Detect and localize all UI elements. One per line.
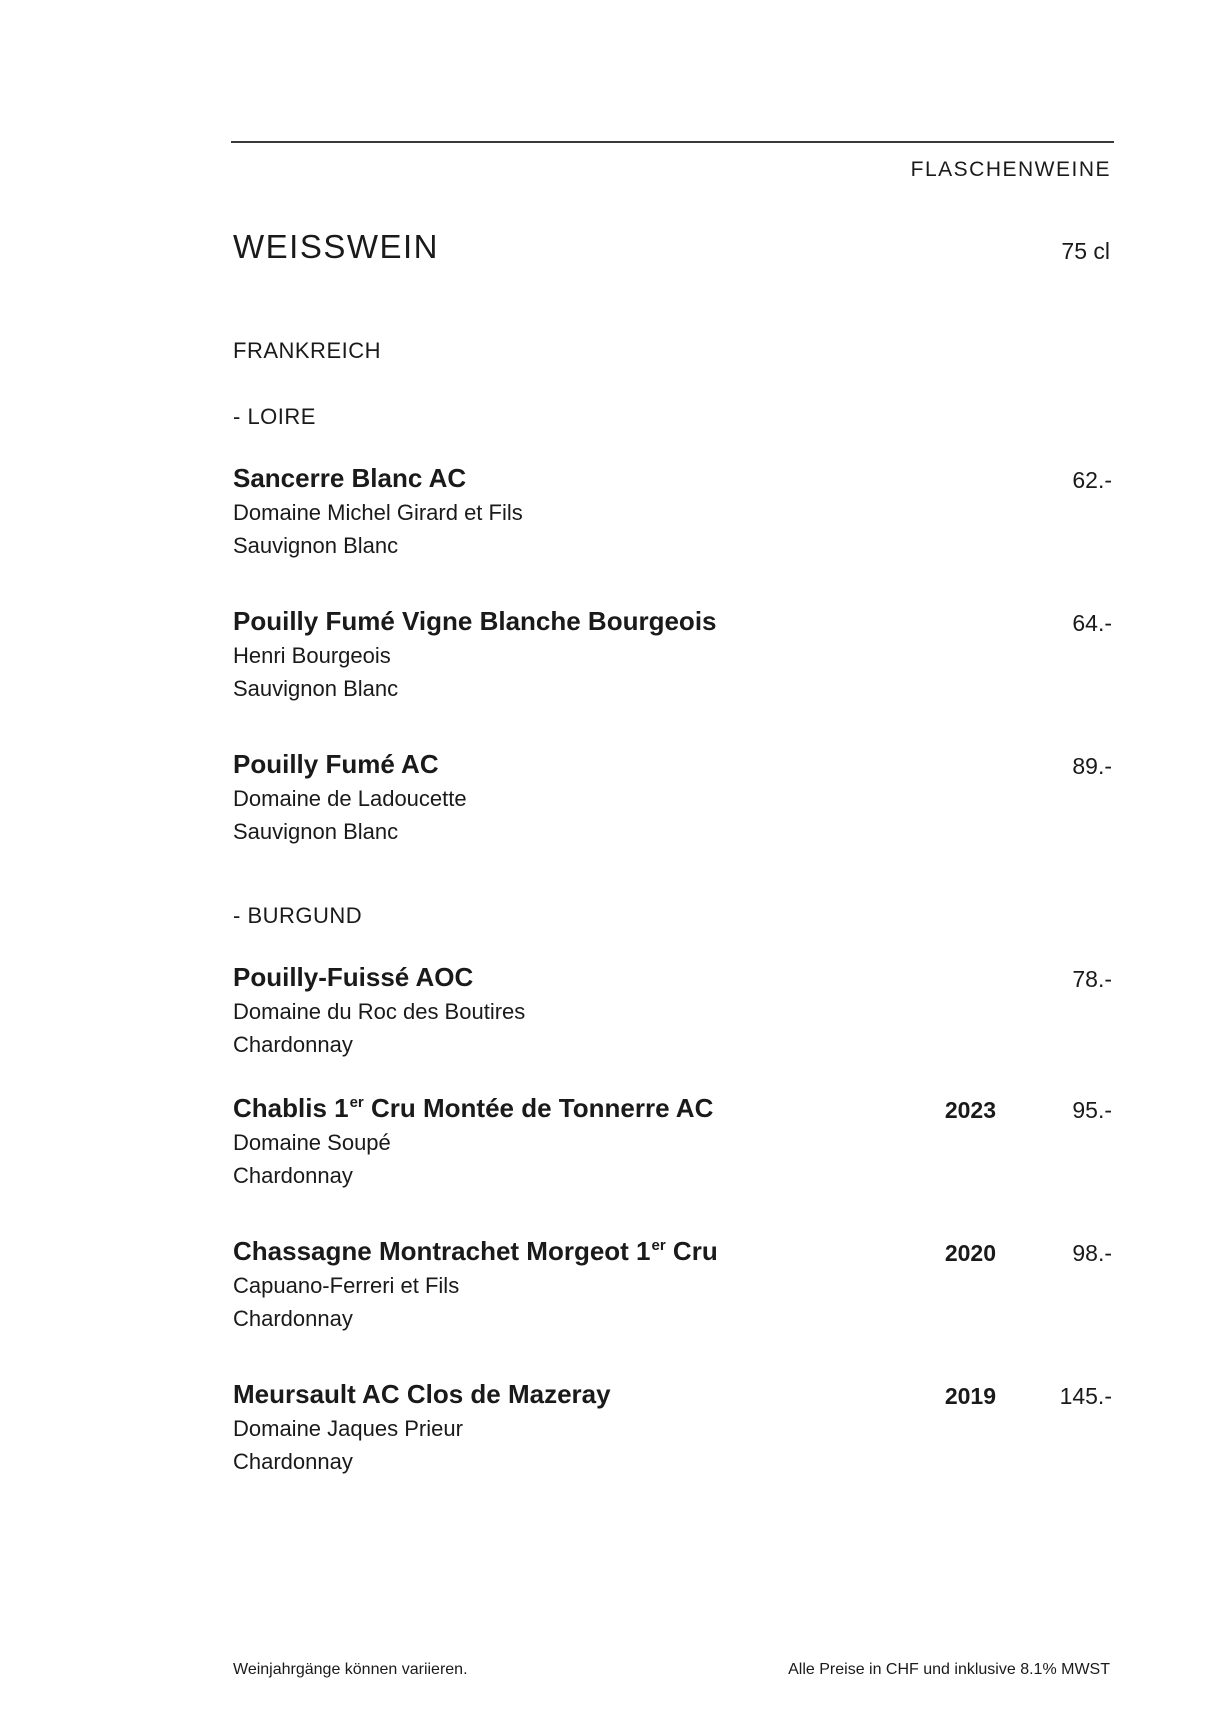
- header-rule: [231, 141, 1114, 143]
- wine-name-superscript: er: [651, 1237, 666, 1254]
- bottle-size-label: 75 cl: [1061, 238, 1110, 264]
- wine-item: [233, 962, 1113, 1062]
- wine-price: 98.-: [1072, 1240, 1112, 1266]
- wine-grape: Chardonnay: [233, 1306, 353, 1331]
- wine-item: [233, 606, 1113, 706]
- wine-name: Pouilly Fumé Vigne Blanche Bourgeois: [233, 606, 717, 636]
- wine-producer: Capuano-Ferreri et Fils: [233, 1273, 460, 1298]
- wine-grape: Sauvignon Blanc: [233, 533, 399, 558]
- wine-name: Pouilly-Fuissé AOC: [233, 962, 474, 992]
- wine-item: [233, 1093, 1113, 1193]
- wine-price: 64.-: [1072, 610, 1112, 636]
- country-heading: FRANKREICH: [233, 338, 382, 363]
- wine-item: [233, 1236, 1113, 1336]
- wine-name-superscript: er: [349, 1094, 364, 1111]
- wine-name: Chassagne Montrachet Morgeot 1er Cru: [233, 1236, 718, 1266]
- wine-item: [233, 749, 1113, 849]
- wine-vintage: 2023: [944, 1097, 996, 1123]
- wine-name: Meursault AC Clos de Mazeray: [233, 1379, 611, 1409]
- region-heading-burgund: - BURGUND: [233, 903, 363, 928]
- wine-price: 89.-: [1072, 753, 1112, 779]
- wine-producer: Domaine Michel Girard et Fils: [233, 500, 523, 525]
- region-heading-loire: - LOIRE: [233, 404, 316, 429]
- wine-producer: Domaine Jaques Prieur: [233, 1416, 463, 1441]
- wine-vintage: 2020: [944, 1240, 996, 1266]
- wine-producer: Domaine du Roc des Boutires: [233, 999, 526, 1024]
- wine-price: 95.-: [1072, 1097, 1112, 1123]
- wine-producer: Henri Bourgeois: [233, 643, 391, 668]
- wine-price: 145.-: [1059, 1383, 1112, 1409]
- wine-price: 78.-: [1072, 966, 1112, 992]
- wine-grape: Sauvignon Blanc: [233, 819, 399, 844]
- wine-producer: Domaine de Ladoucette: [233, 786, 467, 811]
- wine-item: [233, 1379, 1113, 1479]
- wine-grape: Chardonnay: [233, 1032, 353, 1057]
- footer-vintage-note: Weinjahrgänge können variieren.: [233, 1661, 468, 1678]
- page-title: WEISSWEIN: [233, 228, 440, 265]
- wine-grape: Sauvignon Blanc: [233, 676, 399, 701]
- wine-producer: Domaine Soupé: [233, 1130, 391, 1155]
- wine-name: Sancerre Blanc AC: [233, 463, 467, 493]
- wine-item: [233, 463, 1113, 563]
- wine-name: Pouilly Fumé AC: [233, 749, 439, 779]
- wine-price: 62.-: [1072, 467, 1112, 493]
- wine-name: Chablis 1er Cru Montée de Tonnerre AC: [233, 1093, 714, 1123]
- wine-grape: Chardonnay: [233, 1163, 353, 1188]
- wine-vintage: 2019: [944, 1383, 996, 1409]
- wine-grape: Chardonnay: [233, 1449, 353, 1474]
- section-label: FLASCHENWEINE: [910, 158, 1111, 181]
- footer-price-note: Alle Preise in CHF und inklusive 8.1% MWST: [788, 1661, 1110, 1678]
